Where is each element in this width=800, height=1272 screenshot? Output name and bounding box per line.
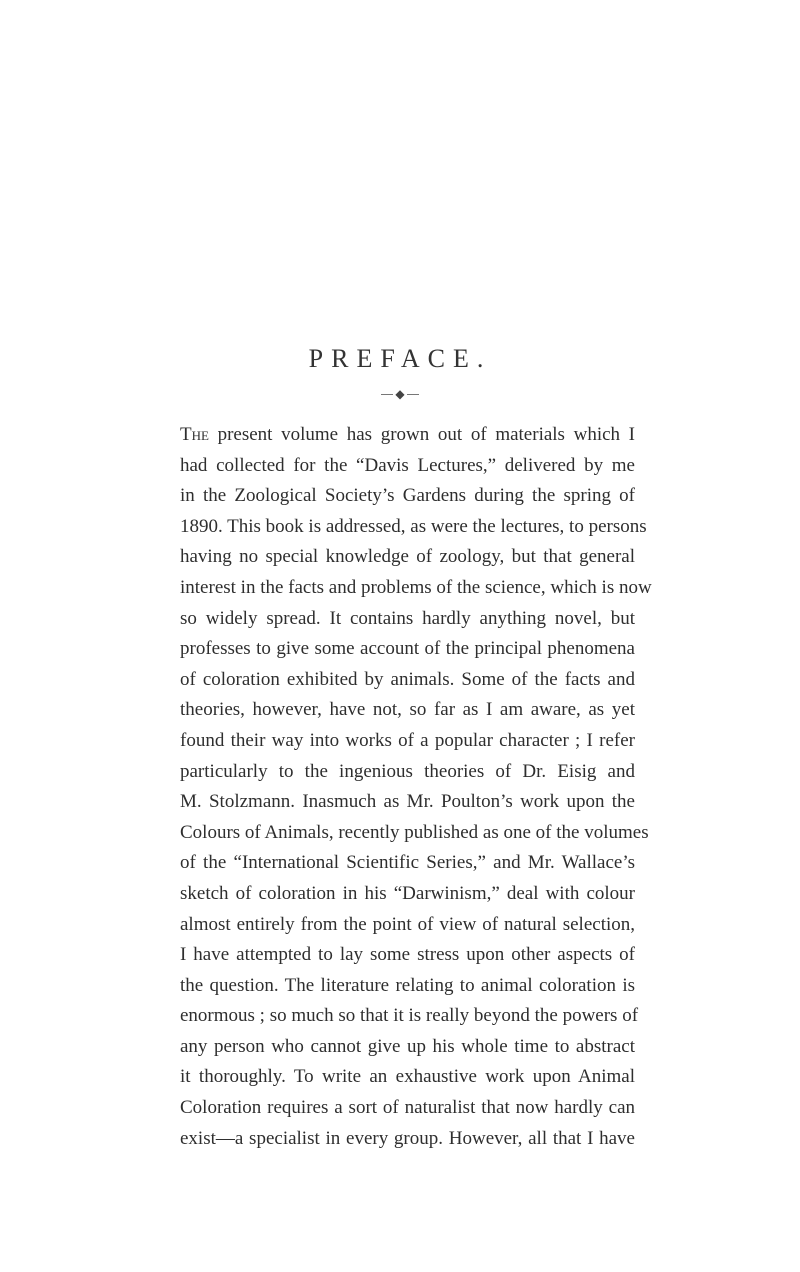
text-line-1: The present volume has grown out of materials which I (180, 424, 636, 445)
ornament-rule-right (407, 394, 419, 395)
text-line-13: M. Stolzmann. Inasmuch as Mr. Poulton’s work upon the (180, 791, 635, 813)
text-line-18: I have attempted to lay some stress upon other aspects of (180, 944, 635, 966)
text-line-23: Coloration requires a sort of naturalist that now hardly can (180, 1097, 635, 1119)
text-line-15: of the “International Scientific Series,” and Mr. Wallace’s (180, 852, 635, 874)
text-line-22: it thoroughly. To write an exhaustive work upon Animal (180, 1066, 635, 1088)
text-line-7: so widely spread. It contains hardly anything novel, but (180, 607, 635, 629)
text-line-10: theories, however, have not, so far as I am aware, as yet (180, 699, 635, 721)
text-line-4: 1890. This book is addressed, as were the lectures, to persons (180, 515, 647, 537)
text-line-21: any person who cannot give up his whole time to abstract (180, 1035, 635, 1057)
diamond-icon: ◆ (395, 387, 405, 402)
text-line-8: professes to give some account of the principal phenomena (180, 638, 635, 660)
preface-paragraph (180, 420, 652, 1154)
text-line-19: the question. The literature relating to animal coloration is (180, 974, 635, 996)
text-line-14: Colours of Animals, recently published as one of the volumes (180, 821, 649, 843)
text-line-2: had collected for the “Davis Lectures,” delivered by me (180, 454, 635, 476)
ornament-rule-left (381, 394, 393, 395)
text-line-6: interest in the facts and problems of the science, which is now (180, 576, 652, 598)
text-line-24: exist—a specialist in every group. However, all that I have (180, 1127, 635, 1149)
text-line-20: enormous ; so much so that it is really beyond the powers of (180, 1005, 639, 1027)
text-line-16: sketch of coloration in his “Darwinism,” deal with colour (180, 882, 635, 904)
text-line-17: almost entirely from the point of view of natural selection, (180, 913, 635, 935)
title-ornament (0, 384, 800, 403)
lead-word: The (180, 424, 209, 445)
page-title: PREFACE. (308, 344, 492, 373)
text-line-9: of coloration exhibited by animals. Some of the facts and (180, 668, 635, 690)
text-line-11: found their way into works of a popular character ; I refer (180, 729, 635, 751)
text-line-5: having no special knowledge of zoology, but that general (180, 546, 635, 568)
text-line-12: particularly to the ingenious theories of Dr. Eisig and (180, 760, 635, 782)
text-line-3: in the Zoological Society’s Gardens during the spring of (180, 485, 635, 507)
